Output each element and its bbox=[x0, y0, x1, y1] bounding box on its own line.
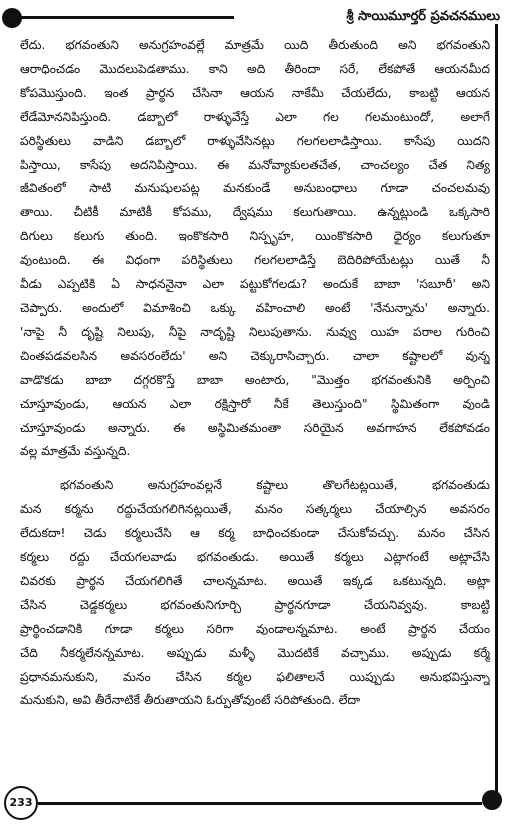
paragraph-gap bbox=[20, 464, 490, 474]
text-line: చూస్తూవుండు, ఆయన ఎలా రక్షిస్తారో నీకే తెలుస్తుంది" స్థిమితంగా వుండి bbox=[20, 396, 490, 411]
running-header-title: శ్రీ సాయిమూర్తర్ ప్రవచనములు bbox=[346, 9, 500, 24]
text-line: ఆరాధించడం మొదలుపెడతాము. కాని అది తీరిందా సరే, లేకపోతే ఆయనమీద bbox=[20, 61, 490, 76]
text-line: వాడొకడు బాబా దగ్గరకొస్తే బాబా అంటారు, "మొత్తం భగవంతునికి అర్పించి bbox=[20, 372, 490, 387]
page-number: 233 bbox=[4, 786, 38, 820]
text-line: చేది నీకర్మలేనన్నమాట. అప్పుడు మళ్ళీ మొదటికే వచ్చాము. అప్పుడు కర్మే bbox=[20, 645, 490, 660]
paragraph-1 bbox=[20, 34, 490, 464]
text-line: ప్రార్థించడానికి గూడా కర్మలు సరిగా వుండాలన్నమాట. అంటే ప్రార్థన చేయం bbox=[20, 621, 490, 636]
text-line: మనుకుని, అవి తీరేనాటికే తీరుతాయని ఓర్పుతోవుంటే సరిపోతుంది. లేదా bbox=[20, 693, 361, 708]
text-line: దిగులు కలుగు తుంది. ఇంకొకసారి నిస్పృహ, యింకొకసారి ధైర్యం కలుగుతూ bbox=[20, 229, 490, 244]
text-line: లేదుకదా! చెడు కర్మలుచేసి ఆ కర్మ బాధించకుండా చేసుకోవచ్చు. మనం చేసిన bbox=[20, 526, 490, 541]
text-line: కర్మలు రద్దు చేయగలవాడు భగవంతుడు. అయితే కర్మలు ఎట్లాగంటే అట్లాచేసి bbox=[20, 550, 490, 565]
text-line: జీవితంలో సాటి మనుషులపట్ల మనకుండే అనుబంధాలు గూడా చంచలమవు bbox=[20, 181, 490, 196]
footer-rule bbox=[38, 802, 482, 805]
text-line: పరిస్థితులు వాడిని డబ్బాలో రాళ్ళువేసినట్లు గలగలలాడిస్తాయి. కాసేపు యిదని bbox=[20, 133, 490, 148]
text-line: 'నాపై నీ దృష్టి నిలుపు, నీపై నాదృష్టి నిలుపుతాను. నువ్వు యిహ పరాల గురించి bbox=[20, 324, 490, 339]
body-text bbox=[20, 34, 490, 713]
right-margin-rule bbox=[495, 24, 498, 794]
text-line: కోపమొస్తుంది. ఇంత ప్రార్థన చేసినా ఆయన నాకేమీ చేయలేదు, కాబట్టి ఆయన bbox=[20, 85, 490, 100]
paragraph-2 bbox=[20, 474, 490, 713]
text-line: చూస్తూవుండు అన్నారు. ఈ అస్థిమితమంతా సరియైన అవగాహన లేకపోవడం bbox=[20, 420, 490, 435]
header-rule bbox=[14, 16, 234, 19]
text-line: వీడు ఎప్పటికి ఏ సాధననైనా ఎలా పట్టుకోగలడు? అందుకే బాబా 'సబూరీ' అని bbox=[20, 277, 490, 292]
footer-bullet-icon bbox=[482, 790, 502, 810]
text-line: చివరకు ప్రార్థన చేయగలిగితే చాలన్నమాట. అయితే ఇక్కడ ఒకటున్నది. అట్లా bbox=[20, 573, 490, 588]
text-line: వుంటుంది. ఈ విధంగా పరిస్థితులు గలగలలాడిస్తే బెదిరిపోయేటట్లు యితే నీ bbox=[20, 253, 490, 268]
text-line: పిస్తాయి, కాసేపు అదనిపిస్తాయి. ఈ మనోవ్యాకులతచేత, చాంచల్యం చేత నిత్య bbox=[20, 157, 490, 172]
text-line: మన కర్మను రద్దుచేయగలిగినట్లయితే, మనం సత్కర్మలు చేయాల్సిన అవసరం bbox=[20, 502, 490, 517]
text-line: వల్ల మాత్రమే వస్తున్నది. bbox=[20, 444, 131, 459]
text-line: చెప్పారు. అందులో విమాశించి ఒక్కు వహించాలి అంటే 'నేనున్నాను' అన్నారు. bbox=[20, 300, 490, 315]
text-line: చింతపడవలసిన అవసరంలేదు' అని చెక్కురాసిచ్చారు. చాలా కష్టాలలో వున్న bbox=[20, 348, 490, 363]
text-line: చేసిన చెడ్డకర్మలు భగవంతునిగూర్చి ప్రార్థనగూడా చేయనివ్వవు. కాబట్టి bbox=[20, 597, 490, 612]
text-line: ప్రధానమనుకుని, మనం చేసిన కర్మల ఫలితాలనే యిప్పుడు అనుభవిస్తున్నా bbox=[20, 669, 490, 684]
text-line: తాయి. చీటికీ మాటికీ కోపము, ద్వేషము కలుగుతాయి. ఉన్నట్లుండి ఒక్కసారి bbox=[20, 205, 490, 220]
text-line: భగవంతుని అనుగ్రహంవల్లనే కష్టాలు తొలగేటట్లయితే, భగవంతుడు bbox=[60, 478, 490, 493]
text-line: లేదు. భగవంతుని అనుగ్రహంవల్లే మాత్రమే యిది తీరుతుంది అని భగవంతుని bbox=[20, 38, 490, 52]
text-line: లేడేమోననిపిస్తుంది. డబ్బాలో రాళ్ళువేస్తే ఎలా గల గలమంటుందో, అలాగే bbox=[20, 109, 490, 124]
